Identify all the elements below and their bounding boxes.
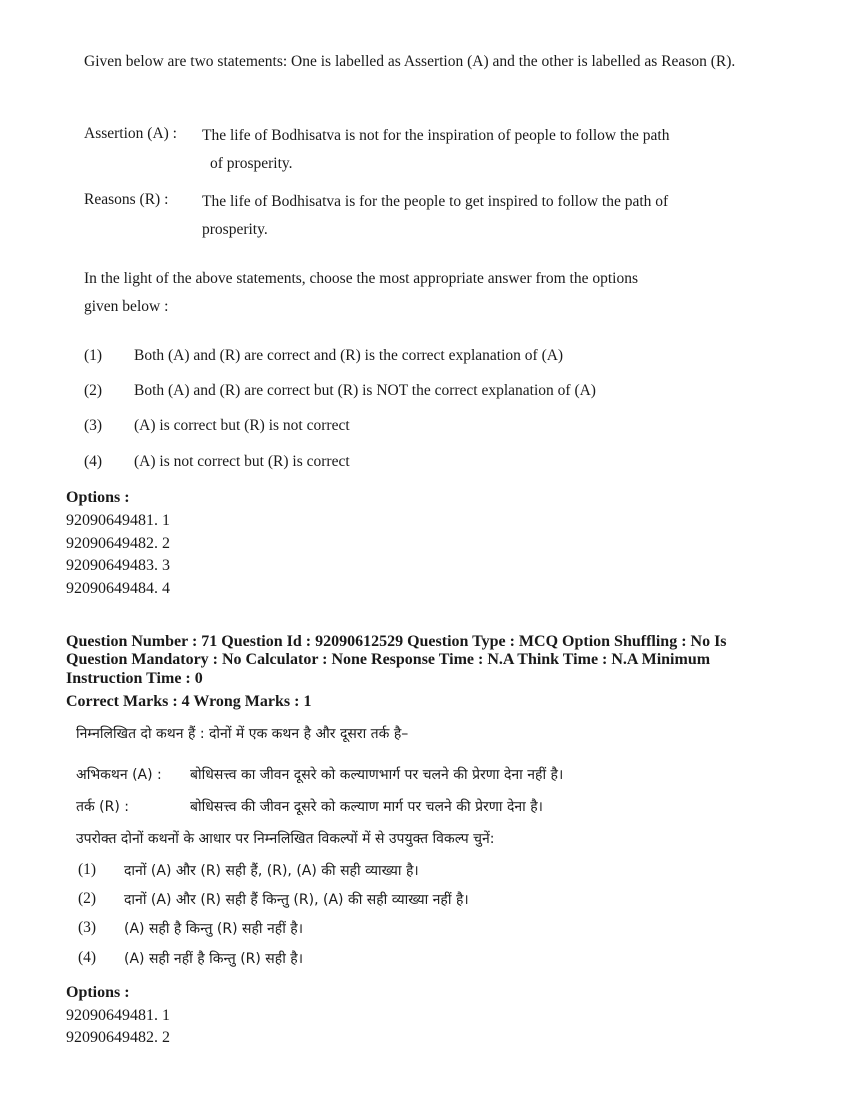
options-heading: Options : <box>66 984 130 1001</box>
option-id: 92090649481. 1 <box>66 1007 170 1024</box>
option-id: 92090649481. 1 <box>66 512 170 529</box>
english-assertion-line1: The life of Bodhisatva is not for the inspiration of people to follow the path <box>202 127 670 144</box>
hindi-intro: निम्नलिखित दो कथन हैं : दोनों में एक कथन है और दूसरा तर्क है– <box>76 726 409 742</box>
english-assertion-line2: of prosperity. <box>210 155 293 172</box>
hindi-instruction: उपरोक्त दोनों कथनों के आधार पर निम्नलिखित विकल्पों में से उपयुक्त विकल्प चुनें: <box>76 831 495 847</box>
english-reason-line1: The life of Bodhisatva is for the people to get inspired to follow the path of <box>202 193 669 210</box>
question-marks: Correct Marks : 4 Wrong Marks : 1 <box>66 693 312 710</box>
hindi-assertion-text: बोधिसत्त्व का जीवन दूसरे को कल्याणभार्ग पर चलने की प्रेरणा देना नहीं है। <box>190 767 564 783</box>
choice-number: (1) <box>84 347 103 364</box>
choice-text: Both (A) and (R) are correct and (R) is the correct explanation of (A) <box>134 347 564 364</box>
choice-number: (2) <box>84 382 103 399</box>
choice-text: Both (A) and (R) are correct but (R) is NOT the correct explanation of (A) <box>134 382 596 399</box>
choice-number: (2) <box>78 890 97 907</box>
option-id: 92090649484. 4 <box>66 580 170 597</box>
choice-text: दानों (A) और (R) सही हैं किन्तु (R), (A) की सही व्याख्या नहीं है। <box>124 892 469 908</box>
options-heading: Options : <box>66 489 130 506</box>
english-assertion-label: Assertion (A) : <box>84 125 177 142</box>
choice-number: (4) <box>78 949 97 966</box>
english-intro: Given below are two statements: One is labelled as Assertion (A) and the other is labelled as Reason (R). <box>84 53 736 70</box>
choice-text: (A) सही नहीं है किन्तु (R) सही है। <box>124 951 304 967</box>
choice-number: (3) <box>78 919 97 936</box>
choice-number: (4) <box>84 453 103 470</box>
english-instruction-line2: given below : <box>84 298 169 315</box>
hindi-reason-label: तर्क (R) : <box>76 799 130 815</box>
option-id: 92090649482. 2 <box>66 1029 170 1046</box>
choice-text: (A) is not correct but (R) is correct <box>134 453 350 470</box>
choice-number: (1) <box>78 861 97 878</box>
question-meta-line3: Instruction Time : 0 <box>66 670 203 687</box>
english-reason-label: Reasons (R) : <box>84 191 169 208</box>
option-id: 92090649482. 2 <box>66 535 170 552</box>
hindi-reason-text: बोधिसत्त्व की जीवन दूसरे को कल्याण मार्ग पर चलने की प्रेरणा देना है। <box>190 799 543 815</box>
choice-text: (A) is correct but (R) is not correct <box>134 417 350 434</box>
english-reason-line2: prosperity. <box>202 221 268 238</box>
choice-text: (A) सही है किन्तु (R) सही नहीं है। <box>124 921 304 937</box>
english-instruction-line1: In the light of the above statements, choose the most appropriate answer from the options <box>84 270 638 287</box>
question-meta-line2: Question Mandatory : No Calculator : None Response Time : N.A Think Time : N.A Minimum <box>66 651 711 668</box>
hindi-assertion-label: अभिकथन (A) : <box>76 767 162 783</box>
option-id: 92090649483. 3 <box>66 557 170 574</box>
choice-text: दानों (A) और (R) सही हैं, (R), (A) की सही व्याख्या है। <box>124 863 419 879</box>
choice-number: (3) <box>84 417 103 434</box>
question-meta-line1: Question Number : 71 Question Id : 92090612529 Question Type : MCQ Option Shuffling : No Is <box>66 633 727 650</box>
